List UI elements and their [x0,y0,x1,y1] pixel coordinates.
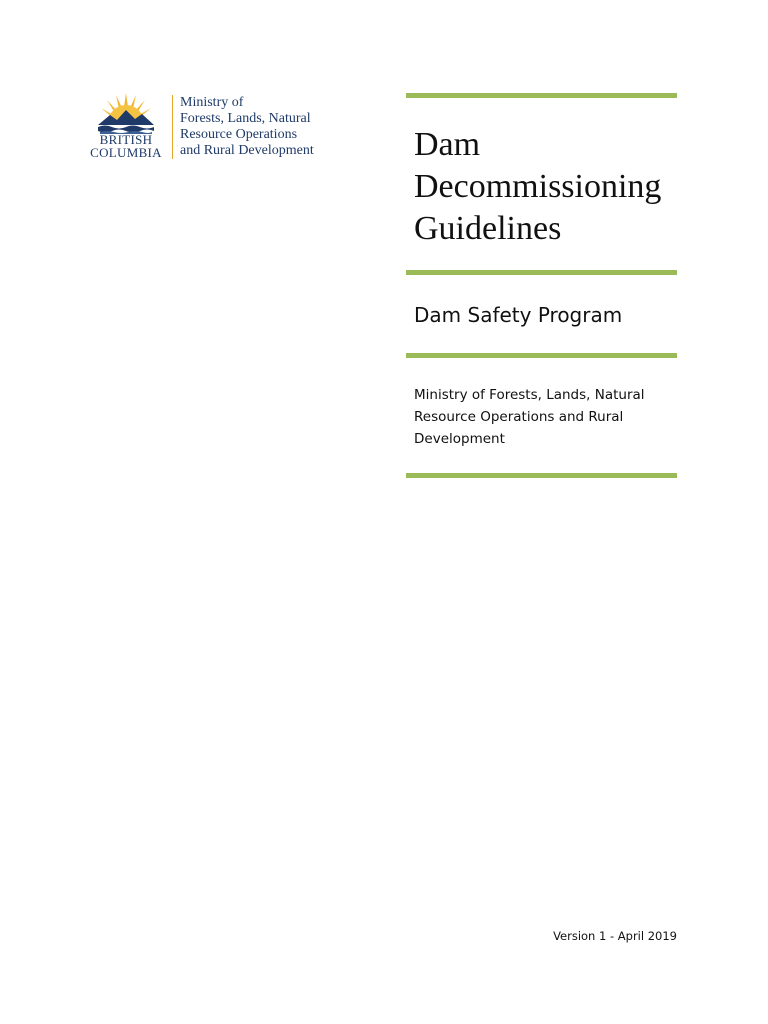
title-line: Guidelines [414,210,562,247]
logo-columbia-text: COLUMBIA [90,145,162,160]
logo-ministry-line: Ministry of [180,95,244,110]
logo-ministry-line: and Rural Development [180,143,314,158]
green-rule-after-title [406,270,677,275]
document-subtitle: Dam Safety Program [414,303,623,327]
logo-divider [172,95,173,159]
green-rule-after-subtitle [406,353,677,358]
ministry-line: Development [414,431,505,447]
ministry-line: Resource Operations and Rural [414,409,624,425]
version-label: Version 1 - April 2019 [553,929,677,943]
document-title [414,124,684,250]
green-rule-bottom [406,473,677,478]
logo-ministry-line: Resource Operations [180,127,298,142]
bc-government-logo [90,93,330,163]
title-line: Dam [414,126,481,163]
logo-british-text: BRITISH [99,132,153,147]
bc-logo-mark [90,93,162,159]
logo-ministry-name [180,95,340,159]
bc-sun-mountain-icon [96,93,156,135]
ministry-line: Ministry of Forests, Lands, Natural [414,387,645,403]
logo-ministry-line: Forests, Lands, Natural [180,111,311,126]
green-rule-top [406,93,677,98]
title-line: Decommissioning [414,168,662,205]
ministry-name [414,384,684,450]
